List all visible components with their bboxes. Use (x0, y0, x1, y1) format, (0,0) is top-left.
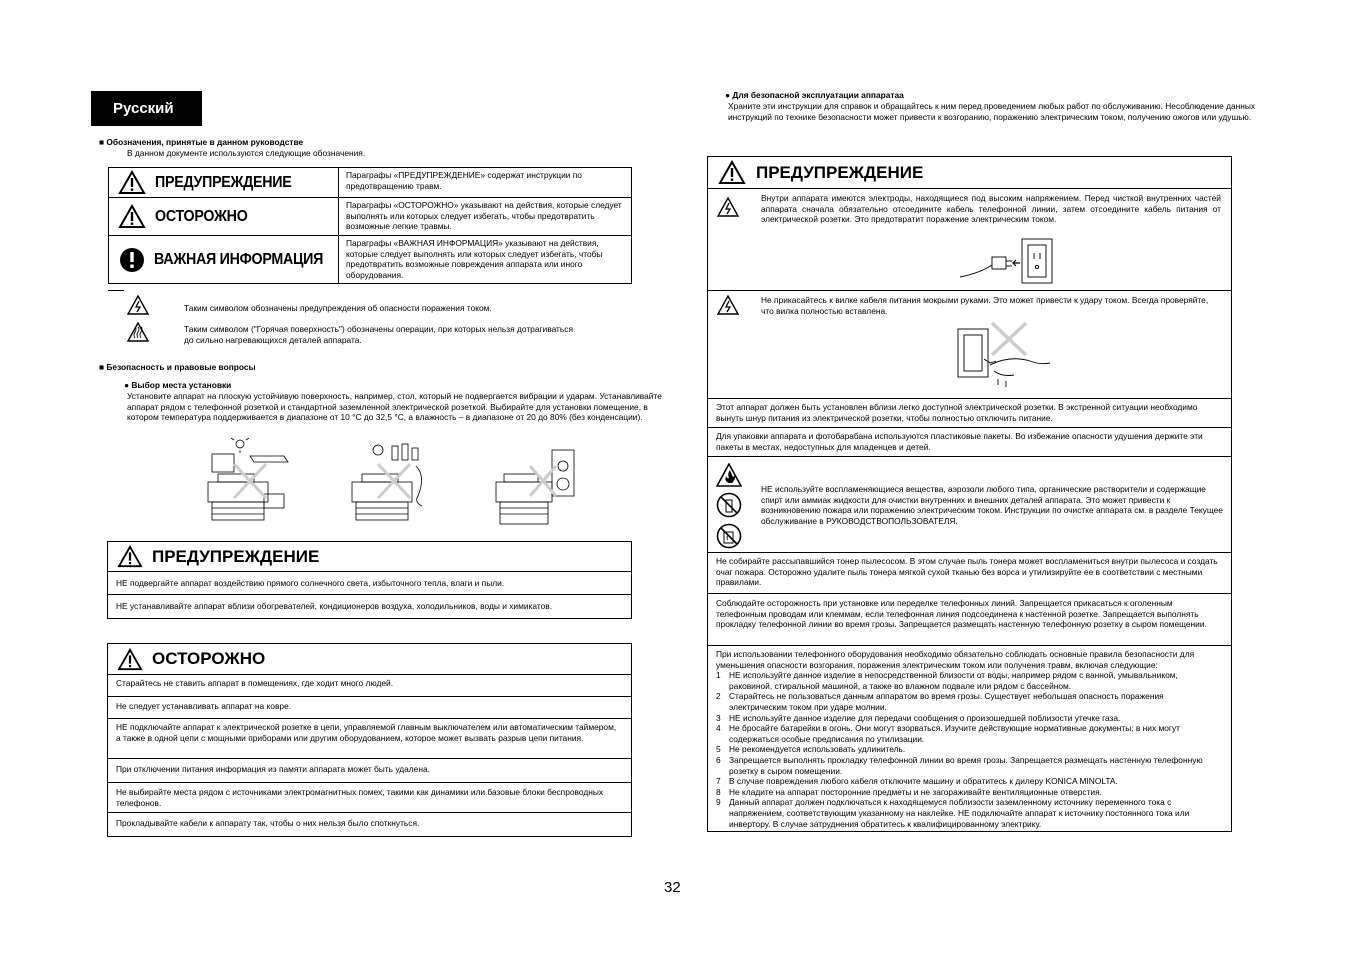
caution-triangle-icon (108, 648, 152, 671)
box-row-flammable (708, 456, 1231, 552)
legend-label: ОСТОРОЖНО (155, 207, 248, 225)
box-title: ОСТОРОЖНО (152, 649, 266, 668)
safety-heading: ■ Безопасность и правовые вопросы (99, 362, 256, 372)
box-row-shock-electrodes (708, 188, 1231, 290)
illustration-speaker (492, 446, 582, 530)
rule-item: 2 Старайтесь не пользоваться данным аппаратом во время грозы. Существует небольшая опасность поражения электрическим током при ударе молнии. (716, 691, 1164, 712)
rule-item: 4 Не бросайте батарейки в огонь. Они могут взорваться. Изучите действующие нормативные документы; в них могут содержаться особые предписания по утилизации. (716, 723, 1180, 744)
box-row-bags: Для упаковки аппарата и фотобарабана используются пластиковые пакеты. Во избежание опасности удушения держите эти пакеты в местах, недоступных для младенцев и детей. (708, 427, 1231, 456)
hot-surface-icon (127, 322, 149, 342)
unplug-illustration (958, 237, 1058, 287)
right-warning-box (707, 156, 1232, 832)
safe-use-text: Храните эти инструкции для справок и обращайтесь к ним перед проведением любых работ по обслуживанию. Несоблюдение данных инструкций по технике безопасности может привести к возгоранию, поражению электрическим током, получению ожогов или удушью. (728, 101, 1256, 122)
box-title: ПРЕДУПРЕЖДЕНИЕ (152, 546, 320, 566)
symbol-text-hot: Таким символом ("Горячая поверхность") обозначены операции, при которых нельзя дотрагиваться до сильно нагревающихся деталей аппарата. (184, 324, 573, 345)
no-flammable-liquid-icon (716, 523, 742, 549)
conventions-heading: ■ Обозначения, принятые в данном руководстве (99, 137, 304, 147)
box-row-phone-lines: Соблюдайте осторожность при установке или переделке телефонных линий. Запрещается прикасаться к оголенным телефонным проводам или клеммам, если телефонная линия подсоединена к настенной розетке. Запрещается выполнять прокладку телефонной линии во время грозы. Запрещается размещать настенную телефонную розетку в сыром помещении. (708, 593, 1231, 645)
box-row-safety-rules (708, 645, 1231, 831)
rules-intro: При использовании телефонного оборудования необходимо обязательно соблюдать основные правила безопасности для уменьшения опасности возгорания, поражения электрическим током или получения травм, включая следующие: (716, 649, 1195, 670)
electric-shock-icon (127, 295, 149, 315)
flammable-text: НЕ используйте воспламеняющиеся вещества, аэрозоли любого типа, органические растворители и содержащие спирт или аммиак жидкости для очистки внутренних и внешних деталей аппарата. Это может привести к возникновению пожара или поражению электрическим током. Инструкции по очистке аппарата см. в разделе Текущее обслуживание в РУКОВОДСТВОПОЛЬЗОВАТЕЛЯ. (761, 484, 1223, 526)
legend-row-important (109, 235, 631, 283)
box-row: НЕ подвергайте аппарат воздействию прямого солнечного света, избыточного тепла, влаги и пыли. (108, 571, 631, 594)
illustration-sun-heat (204, 436, 304, 528)
fire-hazard-icon (716, 463, 742, 487)
box-row: НЕ подключайте аппарат к электрической розетке в цепи, управляемой главным выключателем или автоматическим таймером, а также в одной цепи с мощными приборами или другим оборудованием, которое может вызвать разрыв цепи питания. (108, 718, 631, 758)
shock-text: Внутри аппарата имеются электроды, находящиеся под высоким напряжением. Перед чисткой внутренних частей аппарата сначала обязательно отсоедините кабель телефонной линии, затем отсоедините кабель питания от электрической розетки. Это предотвратит поражение электрическим током. (761, 193, 1221, 225)
warning-triangle-icon (109, 170, 155, 195)
shock-text: Не прикасайтесь к вилке кабеля питания мокрыми руками. Это может привести к удару током. Всегда проверяйте, что вилка полностью вставлена. (761, 295, 1209, 316)
location-bullet: ● Выбор места установки (124, 380, 232, 390)
box-row: Старайтесь не ставить аппарат в помещениях, где ходит много людей. (108, 674, 631, 696)
box-row: НЕ устанавливайте аппарат вблизи обогревателей, кондиционеров воздуха, холодильников, воды и химикатов. (108, 594, 631, 618)
legend-text: Параграфы «ПРЕДУПРЕЖДЕНИЕ» содержат инструкции по предотвращению травм. (346, 170, 582, 191)
box-row-socket: Этот аппарат должен быть установлен вблизи легко доступной электрической розетки. В экстренной ситуации необходимо вынуть шнур питания из электрической розетки, чтобы полностью отключить питание. (708, 398, 1231, 427)
location-text: Установите аппарат на плоскую устойчивую поверхность, например, стол, который не подвергается вибрации и ударам. Устанавливайте аппарат рядом с телефонной розеткой и стандартной заземленной электрической розеткой. Выбирайте для установки помещение, в котором температура поддерживается в диапазоне от 10 °C до 32,5 °C, а влажность – в диапазоне от 20 до 80% (без конденсации). (127, 391, 662, 423)
symbols-divider (108, 290, 124, 291)
legend-label: ПРЕДУПРЕЖДЕНИЕ (155, 173, 292, 191)
symbol-text-shock: Таким символом обозначены предупреждения об опасности поражения током. (184, 303, 492, 313)
rule-item: 3 НЕ используйте данное изделие для передачи сообщения о произошедшей поблизости утечке газа. (716, 712, 1121, 723)
caution-triangle-icon (109, 204, 155, 229)
safe-use-bullet: ● Для безопасной эксплуатации аппаратаа (725, 90, 904, 100)
legend-row-warning (109, 168, 631, 197)
box-row: Не следует устанавливать аппарат на ковре. (108, 696, 631, 718)
legend-text: Параграфы «ОСТОРОЖНО» указывают на действия, которые следует выполнять или которых следует избегать, чтобы предотвратить возможные легкие травмы. (346, 200, 622, 232)
rule-item: 6 Запрещается выполнять прокладку телефонной линии во время грозы. Запрещается размещать настенную телефонную розетку в сыром помещении. (716, 754, 1203, 776)
illustration-liquids (348, 436, 448, 528)
box-row: Прокладывайте кабели к аппарату так, чтобы о них нельзя было споткнуться. (108, 812, 631, 836)
no-spray-icon (716, 492, 742, 518)
conventions-intro: В данном документе используются следующие обозначения. (127, 148, 366, 158)
important-exclamation-icon (109, 247, 154, 273)
box-row-toner: Не собирайте рассыпавшийся тонер пылесосом. В этом случае пыль тонера может воспламениться внутри пылесоса и создать очаг пожара. Осторожно удалите пыль тонера мягкой сухой тканью без ворса и утилизируйте ее в соответствии с местными правилами. (708, 552, 1231, 593)
legend-text: Параграфы «ВАЖНАЯ ИНФОРМАЦИЯ» указывают на действия, которые следует выполнять или которых следует избегать, чтобы предотвратить возможные повреждения аппарата или иного оборудования. (346, 238, 603, 280)
left-caution-box (107, 643, 632, 837)
rule-item: 8 Не кладите на аппарат посторонние предметы и не загораживайте вентиляционные отверстия. (716, 786, 1102, 797)
rule-item: 9 Данный аппарат должен подключаться к находящемуся поблизости заземленному источнику переменного тока с напряжением, соответствующим указанному на наклейке. НЕ подключайте аппарат к источнику постоянного тока или инвертору. В случае затруднения обратитесь к квалифицированному электрику. (716, 797, 1190, 829)
legend-label: ВАЖНАЯ ИНФОРМАЦИЯ (154, 250, 324, 268)
box-row: При отключении питания информация из памяти аппарата может быть удалена. (108, 758, 631, 782)
language-tab: Русский (91, 91, 202, 126)
box-row: Не выбирайте места рядом с источниками электромагнитных помех, такими как динамики или базовые блоки беспроводных телефонов. (108, 782, 631, 812)
electric-shock-icon (717, 295, 739, 315)
warning-triangle-icon (708, 160, 756, 185)
legend-table (108, 167, 632, 284)
rule-item: 5 Не рекомендуется использовать удлинитель. (716, 744, 906, 755)
rule-item: 1 НЕ используйте данное изделие в непосредственной близости от воды, например рядом с ванной, умывальником, раковиной, стиральной машиной, а также во влажном подвале или рядом с бассейном. (716, 670, 1178, 691)
box-row-shock-wet-hands (708, 290, 1231, 398)
rule-item: 7 В случае повреждения любого кабеля отключите машину и обратитесь к дилеру KONICA MINOLTA. (716, 776, 1118, 787)
electric-shock-icon (717, 197, 739, 217)
warning-triangle-icon (108, 545, 152, 568)
wet-hand-plug-illustration (954, 319, 1054, 391)
rules-list (716, 670, 1223, 829)
legend-row-caution (109, 197, 631, 235)
box-title: ПРЕДУПРЕЖДЕНИЕ (756, 162, 924, 182)
left-warning-box (107, 541, 632, 619)
page-number: 32 (664, 879, 681, 896)
